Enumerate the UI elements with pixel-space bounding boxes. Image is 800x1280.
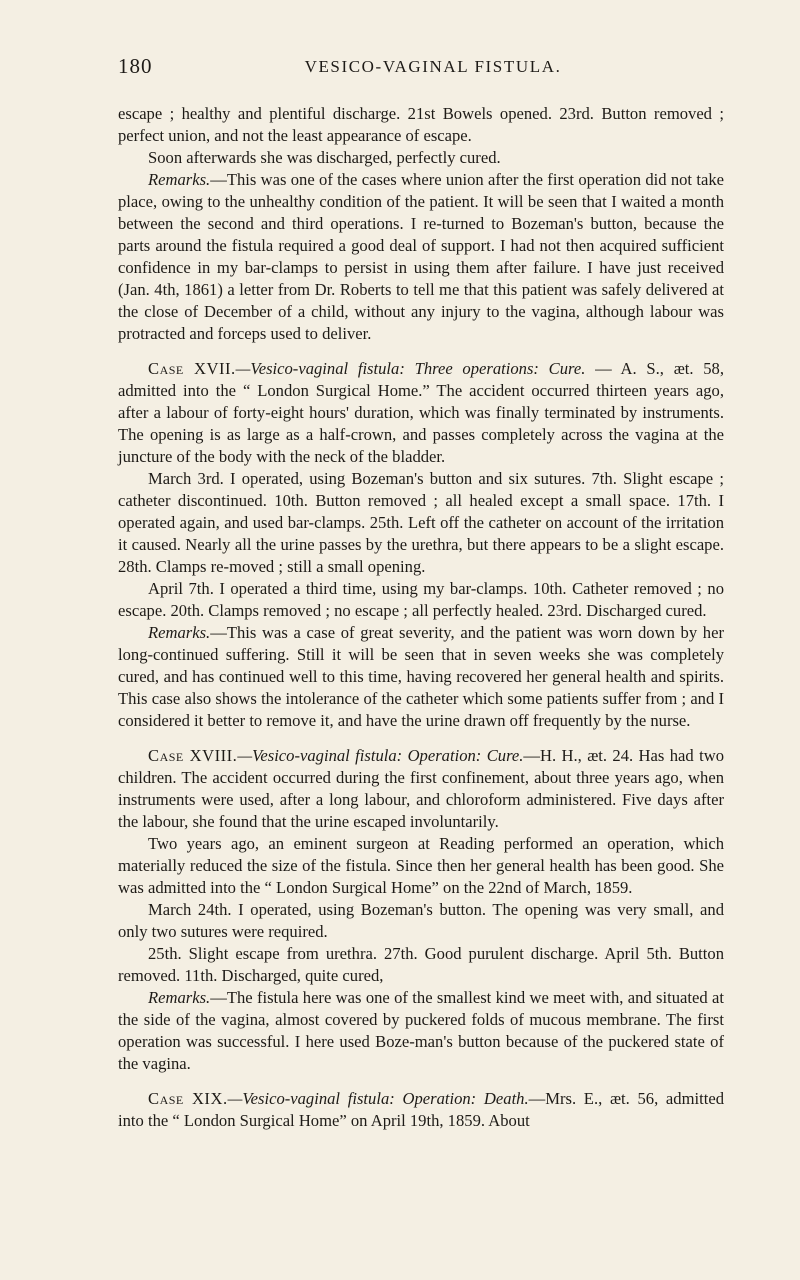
body-text bbox=[118, 103, 724, 1132]
case-label: Case XIX. bbox=[148, 1089, 228, 1108]
paragraph: April 7th. I operated a third time, using my bar-clamps. 10th. Catheter removed ; no escape. 20th. Clamps removed ; no escape ; all perfectly healed. 23rd. Discharged cured. bbox=[118, 579, 724, 620]
case-label: Case XVIII. bbox=[148, 746, 238, 765]
case-title: —Vesico-vaginal fistula: Operation: Cure. bbox=[237, 746, 524, 765]
paragraph: Two years ago, an eminent surgeon at Reading performed an operation, which materially reduced the size of the fistula. Since then her general health has been good. She was admitted into the “ London Surgical Home” on the 22nd of March, 1859. bbox=[118, 834, 724, 897]
paragraph: escape ; healthy and plentiful discharge. 21st Bowels opened. 23rd. Button removed ; perfect union, and not the least appearance of escape. bbox=[118, 104, 724, 145]
page-header bbox=[118, 54, 718, 84]
paragraph: 25th. Slight escape from urethra. 27th. Good purulent discharge. April 5th. Button removed. 11th. Discharged, quite cured, bbox=[118, 944, 724, 985]
paragraph: Soon afterwards she was discharged, perfectly cured. bbox=[148, 148, 501, 167]
case-label: Case XVII. bbox=[148, 359, 236, 378]
case-title: —Vesico-vaginal fistula: Operation: Death. bbox=[227, 1089, 529, 1108]
remarks-paragraph: Remarks.—This was a case of great severity, and the patient was worn down by her long-continued suffering. Still it will be seen that in seven weeks she was completely cured, and has continued well to this time, having recovered her general health and spirits. This case also shows the intolerance of the catheter which some patients suffer from ; and I considered it better to remove it, and have the urine drawn off frequently by the nurse. bbox=[118, 623, 724, 730]
remarks-paragraph: Remarks.—This was one of the cases where union after the first operation did not take place, owing to the unhealthy condition of the patient. It will be seen that I waited a month between the second and third operations. I re-turned to Bozeman's button, because the parts around the fistula required a good deal of support. I had not then acquired sufficient confidence in my bar-clamps to persist in using them after failure. I have just received (Jan. 4th, 1861) a letter from Dr. Roberts to tell me that this patient was safely delivered at the close of December of a child, without any injury to the vagina, although labour was protracted and forceps used to deliver. bbox=[118, 170, 724, 343]
case-xviii-heading: Case XVIII.—Vesico-vaginal fistula: Operation: Cure.—H. H., æt. 24. Has had two children. The accident occurred during the first confinement, about three years ago, when instruments were used, after a long labour, and chloroform administered. Five days after the labour, she found that the urine escaped involuntarily. bbox=[118, 746, 724, 831]
remarks-lead: Remarks. bbox=[148, 170, 211, 189]
case-xix-heading: Case XIX.—Vesico-vaginal fistula: Operation: Death.—Mrs. E., æt. 56, admitted into the “ London Surgical Home” on April 19th, 1859. About bbox=[118, 1089, 724, 1130]
remarks-lead: Remarks. bbox=[148, 988, 211, 1007]
page-number: 180 bbox=[118, 54, 153, 78]
case-title: —Vesico-vaginal fistula: Three operations: Cure. bbox=[235, 359, 586, 378]
paragraph: March 24th. I operated, using Bozeman's button. The opening was very small, and only two sutures were required. bbox=[118, 900, 724, 941]
remarks-lead: Remarks. bbox=[148, 623, 211, 642]
running-title: VESICO-VAGINAL FISTULA. bbox=[304, 57, 562, 76]
paragraph: March 3rd. I operated, using Bozeman's button and six sutures. 7th. Slight escape ; catheter discontinued. 10th. Button removed ; all healed except a small space. 17th. I operated again, and used bar-clamps. 25th. Left off the catheter on account of the irritation it caused. Nearly all the urine passes by the urethra, but there appears to be a slight escape. 28th. Clamps re-moved ; still a small opening. bbox=[118, 469, 724, 576]
remarks-paragraph: Remarks.—The fistula here was one of the smallest kind we meet with, and situated at the side of the vagina, almost covered by puckered folds of mucous membrane. The first operation was successful. I here used Boze-man's button because of the puckered state of the vagina. bbox=[118, 988, 724, 1073]
case-xvii-heading: Case XVII.—Vesico-vaginal fistula: Three operations: Cure. — A. S., æt. 58, admitted into the “ London Surgical Home.” The accident occurred thirteen years ago, after a labour of forty-eight hours' duration, which was finally terminated by instruments. The opening is as large as a half-crown, and passes completely across the vagina at the juncture of the body with the neck of the bladder. bbox=[118, 359, 724, 466]
